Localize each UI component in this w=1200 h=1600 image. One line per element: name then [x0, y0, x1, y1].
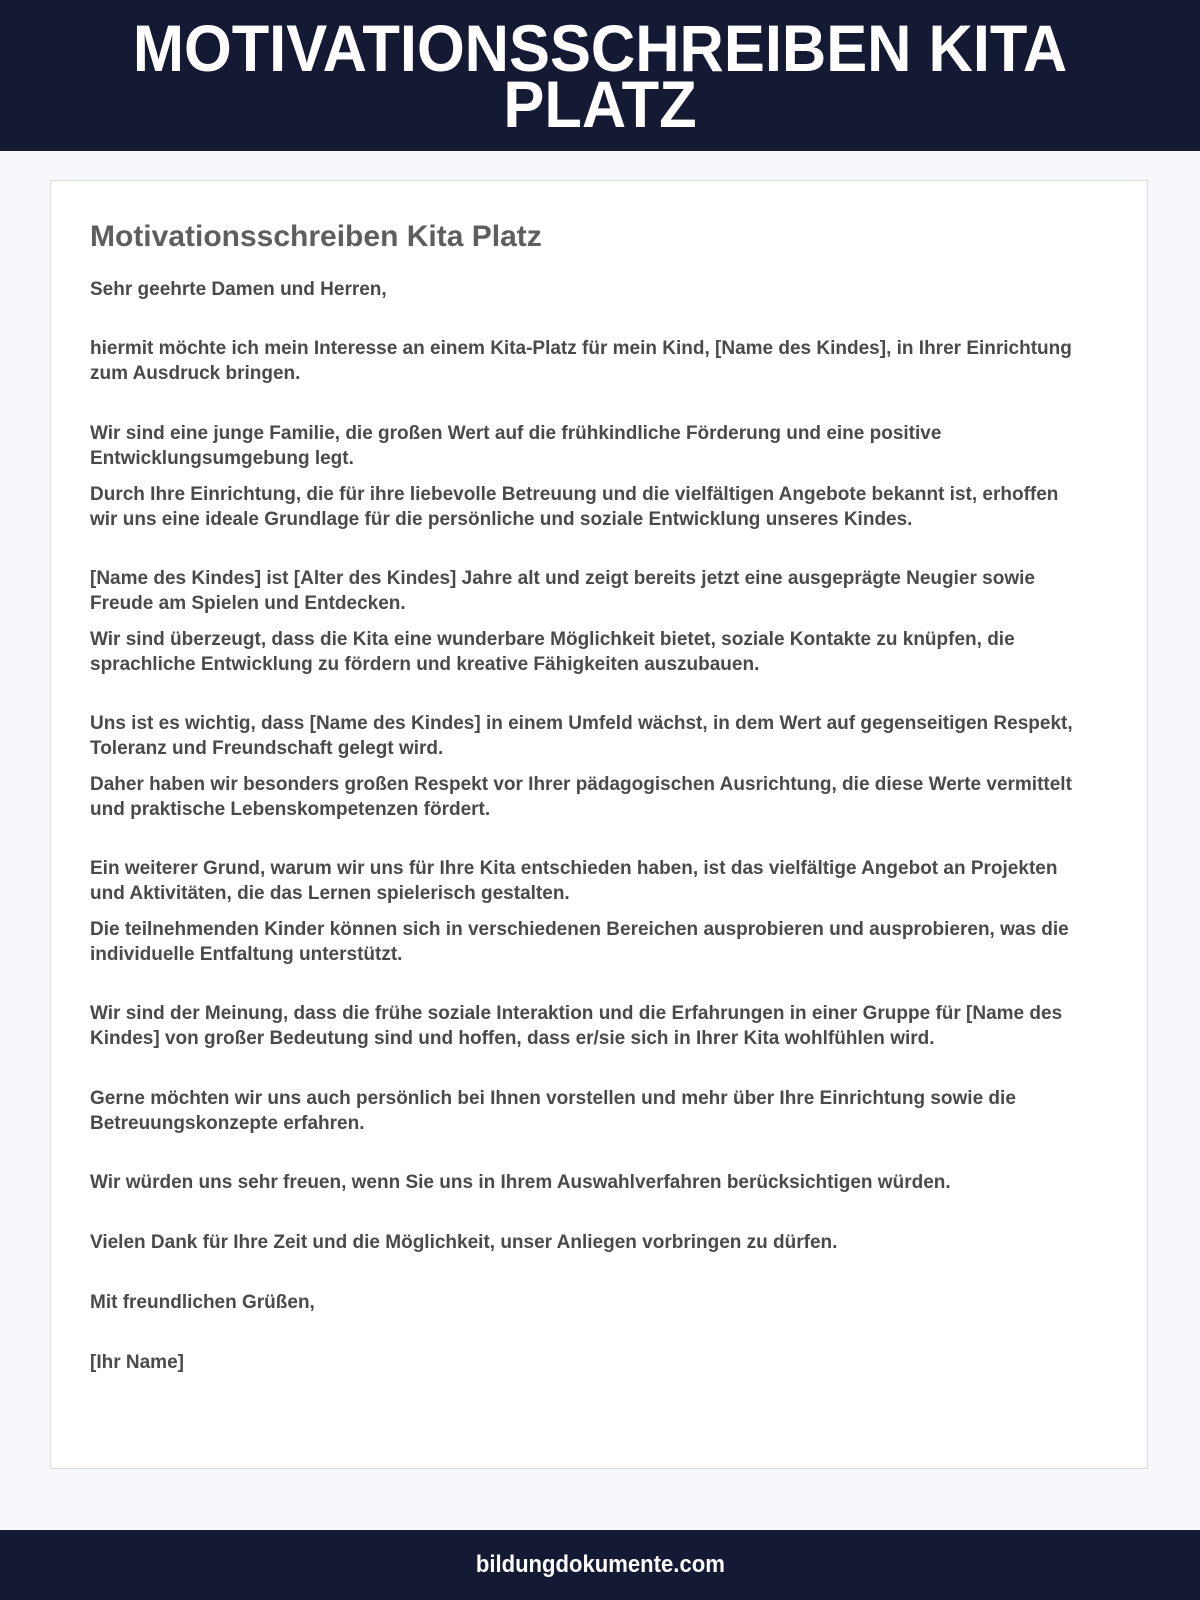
paragraph: Vielen Dank für Ihre Zeit und die Möglichkeit, unser Anliegen vorbringen zu dürfen. [90, 1232, 838, 1253]
signature-name: [Ihr Name] [90, 1352, 184, 1373]
paragraph: Ein weiterer Grund, warum wir uns für Ihre Kita entschieden haben, ist das vielfältige Angebot an Projekten und Aktivitäten, die das Lernen spielerisch gestalten. [90, 858, 1058, 904]
paragraph: Gerne möchten wir uns auch persönlich bei Ihnen vorstellen und mehr über Ihre Einrichtung sowie die Betreuungskonzepte erfahren. [90, 1088, 1016, 1134]
paragraph: Die teilnehmenden Kinder können sich in verschiedenen Bereichen ausprobieren und ausprobieren, was die individuelle Entfaltung unterstützt. [90, 919, 1069, 965]
footer-site-link[interactable]: bildungdokumente.com [475, 1551, 725, 1578]
paragraph: [Name des Kindes] ist [Alter des Kindes] Jahre alt und zeigt bereits jetzt eine ausgeprägte Neugier sowie Freude am Spielen und Entdecken. [90, 568, 1035, 614]
site-header [0, 0, 1200, 151]
closing: Mit freundlichen Grüßen, [90, 1292, 315, 1313]
document-card [50, 180, 1148, 1469]
document-title: Motivationsschreiben Kita Platz [90, 220, 542, 253]
paragraph: Uns ist es wichtig, dass [Name des Kindes] in einem Umfeld wächst, in dem Wert auf gegenseitigen Respekt, Toleranz und Freundschaft gelegt wird. [90, 713, 1073, 759]
paragraph: Daher haben wir besonders großen Respekt vor Ihrer pädagogischen Ausrichtung, die diese Werte vermittelt und praktische Lebenskompetenzen fördert. [90, 774, 1072, 820]
paragraph: Wir würden uns sehr freuen, wenn Sie uns in Ihrem Auswahlverfahren berücksichtigen würden. [90, 1172, 951, 1193]
paragraph: hiermit möchte ich mein Interesse an einem Kita-Platz für mein Kind, [Name des Kindes], in Ihrer Einrichtung zum Ausdruck bringen. [90, 338, 1072, 384]
salutation: Sehr geehrte Damen und Herren, [90, 279, 387, 300]
page-banner-title: MOTIVATIONSSCHREIBEN KITA PLATZ [132, 10, 1068, 141]
paragraph: Wir sind überzeugt, dass die Kita eine wunderbare Möglichkeit bietet, soziale Kontakte zu knüpfen, die sprachliche Entwicklung zu fördern und kreative Fähigkeiten auszubauen. [90, 629, 1015, 675]
paragraph: Durch Ihre Einrichtung, die für ihre liebevolle Betreuung und die vielfältigen Angebote bekannt ist, erhoffen wir uns eine ideale Grundlage für die persönliche und soziale Entwicklung unseres Kindes. [90, 484, 1059, 530]
paragraph: Wir sind eine junge Familie, die großen Wert auf die frühkindliche Förderung und eine positive Entwicklungsumgebung legt. [90, 423, 942, 469]
site-footer [0, 1530, 1200, 1600]
paragraph: Wir sind der Meinung, dass die frühe soziale Interaktion und die Erfahrungen in einer Gruppe für [Name des Kindes] von großer Bedeutung sind und hoffen, dass er/sie sich in Ihrer Kita wohlfühlen wird. [90, 1003, 1063, 1049]
